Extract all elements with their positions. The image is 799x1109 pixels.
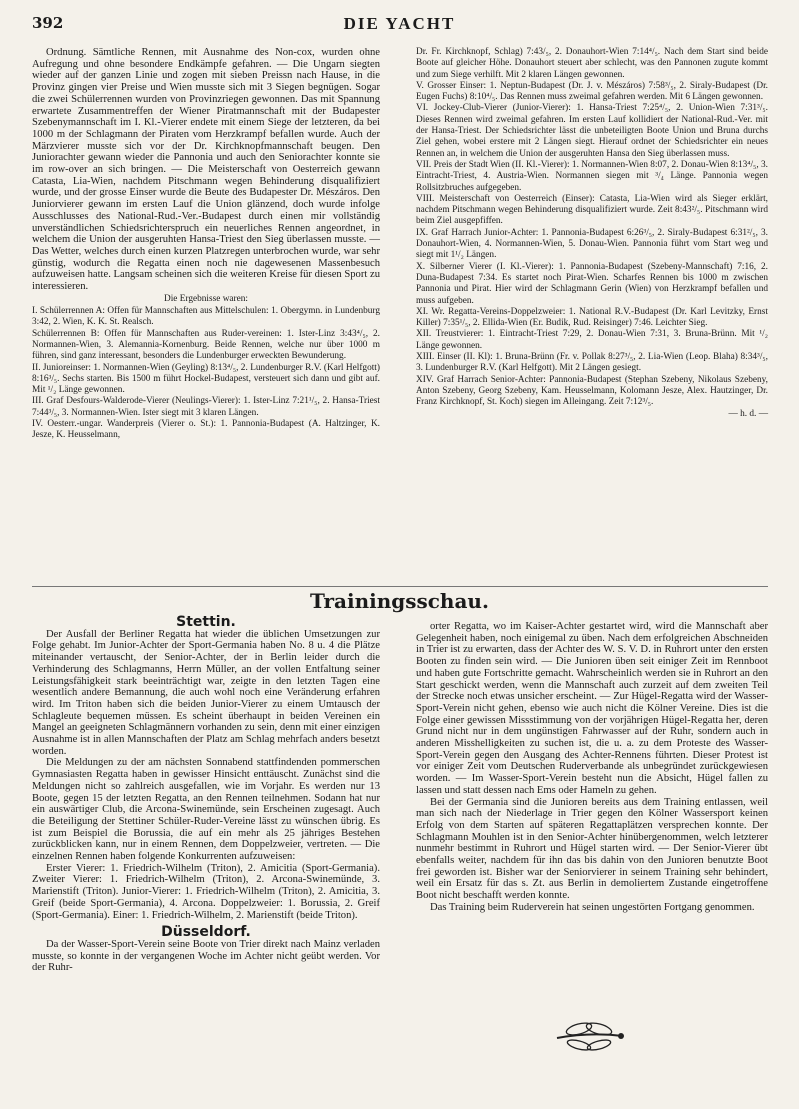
result-entry: IV. Oesterr.-ungar. Wanderpreis (Vierer o. St.): 1. Pannonia-Budapest (A. Haltzinger, K. Jesze, K. Heusselmann,	[32, 419, 380, 441]
result-entry: VIII. Meisterschaft von Oesterreich (Einser): Catasta, Lia-Wien wird als Sieger erklärt, nachdem Pitschmann wegen Behinderung disqualifiziert wurde. Zeit 8:43²/₅. Pitschmann wird beim Ziel ausgepfiffen.	[416, 193, 768, 227]
page-number: 392	[32, 14, 64, 32]
section-divider	[32, 586, 768, 587]
result-entry: XI. Wr. Regatta-Vereins-Doppelzweier: 1. National R.V.-Budapest (Dr. Karl Levitzky, Ernst Killer) 7:35¹/₅, 2. Ellida-Wien (Er. Budik, Rud. Reisinger) 7:46. Leichter Sieg.	[416, 306, 768, 329]
result-entry: I. Schülerrennen A: Offen für Mannschaften aus Mittelschulen: 1. Obergymn. in Lundenburg 3:42, 2. Wien, K. K. St. Realsch.	[32, 306, 380, 328]
result-entry: Schülerrennen B: Offen für Mannschaften aus Ruder-vereinen: 1. Ister-Linz 3:43⁴/₅, 2. Normannen-Wien, 3. Alemannia-Kornenburg. Beide Rennen, welche nur über 1000 m führen, sind ganz interessant, besonders die Lundenburger erweckten Bewunderung.	[32, 328, 380, 362]
result-entry: III. Graf Desfours-Walderode-Vierer (Neulings-Vierer): 1. Ister-Linz 7:21¹/₅, 2. Hansa-Triest 7:44³/₅, 3. Normannen-Wien. Ister siegt mit 3 klaren Längen.	[32, 396, 380, 418]
result-entry: XIV. Graf Harrach Senior-Achter: Pannonia-Budapest (Stephan Szebeny, Nikolaus Szebeny, Anton Szebeny, Georg Szebeny, Kam. Heusselmann, Kolomann Jesze, Alex. Hautzinger, Dr. Franz Kirchknopf, St. Koch) siegen im Alleingang. Zeit 7:12³/₅.	[416, 374, 768, 408]
result-entry: VI. Jockey-Club-Vierer (Junior-Vierer): 1. Hansa-Triest 7:25⁴/₅, 2. Union-Wien 7:31³/₅. Dieses Rennen wird zweimal gefahren. Im ersten Lauf kollidiert der National-Rud.-Ver. mit der Hansa-Triest. Der Schiedsrichter lässt die unbeteiligten Boote Union und Bruna durchs Ziel gehen, wobei erstere mit 2 Längen siegt. Hierauf ordnet der Schiedsrichter ein neues Rennen an, in welchem die Union der ausgeruhten Hansa den Sieg überlassen muss.	[416, 103, 768, 159]
paragraph: Bei der Germania sind die Junioren bereits aus dem Training entlassen, weil man sich nach der Niederlage in Trier gegen den Kölner Wassersport keinen Erfolg von dem Starten auf späteren Regattaplätzen versprechen konnte. Der Schlagmann Mouhlen ist in den Senior-Achter hinübergenommen, welch letzterer nunmehr bestimmt in Ruhrort und Hügel starten wird. — Der Senior-Vierer übt ebenfalls weiter, nachdem für ihn das bis dahin von den Junioren benutzte Boot frei geworden ist. Bisher war der Seniorvierer in seinem Training sehr behindert, weil ein Ersatz für das s. Zt. aus Berlin in demoliertem Zustande eingetroffene Boot nicht beschafft werden konnte.	[416, 796, 768, 902]
result-entry: XIII. Einser (II. Kl): 1. Bruna-Brünn (Fr. v. Pollak 8:27³/₅, 2. Lia-Wien (Leop. Blaha) 8:34³/₅, 3. Lundenburger R.V. (Karl Helfgott). Mit 2 Längen gesiegt.	[416, 352, 768, 374]
report-column-right	[416, 47, 768, 420]
author-signature: — h. d. —	[728, 408, 768, 419]
results-heading: Die Ergebnisse waren:	[164, 293, 248, 304]
subheading-duesseldorf: Düsseldorf.	[161, 924, 251, 941]
paragraph: Erster Vierer: 1. Friedrich-Wilhelm (Triton), 2. Amicitia (Sport-Germania). Zweiter Vierer: 1. Friedrich-Wilhelm (Triton), 2. Arcona-Swinemünde, 3. Marienstift (Triton). Junior-Vierer: 1. Friedrich-Wilhelm (Triton), 2. Amicitia, 3. Greif (beide Sport-Germania), 4. Arcona. Doppelzweier: 1. Borussia, 2. Greif (Sport-Germania). Einer: 1. Friedrich-Wilhelm, 2. Marienstift (beide Triton).	[32, 862, 380, 921]
result-entry: VII. Preis der Stadt Wien (II. Kl.-Vierer): 1. Normannen-Wien 8:07, 2. Donau-Wien 8:13⁴/₅, 3. Eintracht-Triest, 4. Austria-Wien. Normannen siegen mit ³/₄ Länge. Pannonia wegen Rollsitzbruches aufgegeben.	[416, 159, 768, 193]
section-title: Trainingsschau.	[310, 589, 489, 613]
paragraph: Der Ausfall der Berliner Regatta hat wieder die üblichen Umsetzungen zur Folge gehabt. Im Junior-Achter der Sport-Germania haben No. 8 u. 4 die Plätze miteinander vertauscht, der Senior-Achter, der in Berlin leider durch die Verhinderung des Schlagmanns, Herrn Müller, an der vollen Entfaltung seiner Leistungsfähigkeit stark beeinträchtigt war, zeigte in den letzten Tagen eine wesentlich andere Bemannung, die auch wohl noch eine Veränderung erfahren wird. Im Triton haben sich die beiden Junior-Vierer zu einem Umtausch der Schlagleute bequemen müssen. Es scheint überhaupt in beiden Vereinen ein Mangel an geeigneten Schlagmännern vorhanden zu sein, denn mit einer einzigen Ausnahme ist in allen Mannschaften der Platz am Schlag mehrfach anders besetzt worden.	[32, 628, 380, 757]
report-intro: Ordnung. Sämtliche Rennen, mit Ausnahme des Non-cox, wurden ohne Aufregung und ohne besondere Endkämpfe gefahren. — Die Ungarn siegten wieder auf der ganzen Linie und zogen mit sieben Preissn nach Hause, in die Provinz gingen vier Preise und Wien musste sich mit 3 Siegen begnügen. Sogar die zwei Schülerrennen wurden von Provinzriegen gewonnen. Das mit Spannung erwartete Zusammentreffen der Wiener Piratmannschaft mit der Budapester Szebenymannschaft im I. Kl.-Vierer endete mit einem Siege der letzteren, da bei 1000 m der Schlagmann der Piraten vom Herzkrampf befallen wurde. Auch der Märzvierer musste sich vor der Dr. Kirchknopfmannschaft beugen. Den Juniorachter gewann wieder die Pannonia und auch den Seniorachter konnte sie im row-over an sich bringen. — Die Meisterschaft von Oesterreich gewann Catasta, Lia-Wien, nachdem Pitschmann wegen Behinderung disqualifiziert wurde, und der grosse Einser wurde die Beute des Budapester Dr. Mészáros. Den Juniorvierer gewann im ersten Lauf die Union glänzend, doch wurde infolge Ausschlusses des National-Rud.-Ver.-Budapest durch einen mir vollständig unverständlichen Schiedsrichterspruch ein neuerliches Rennen angeordnet, in welchem die Union der ausgeruhten Hansa-Triest den Sieg überlassen musste. — Das Wetter, welches durch einen kurzen Platzregen unterbrochen wurde, war sehr günstig, wodurch die Regatta einen noch nie dagewesenen Massenbesuch aufzuweisen hatte. Langsam scheinen sich die weiteren Kreise für diesen Sport zu interessieren.	[32, 47, 380, 293]
result-entry: IX. Graf Harrach Junior-Achter: 1. Pannonia-Budapest 6:26³/₅, 2. Siraly-Budapest 6:31²/₅, 3. Donauhort-Wien, 4. Normannen-Wien, 5. Donau-Wien. Pannonia führt vom Start weg und siegt mit 1¹/₂ Längen.	[416, 227, 768, 261]
training-column-left	[32, 614, 380, 974]
report-column-left	[32, 47, 380, 442]
training-column-right	[416, 621, 768, 914]
paragraph: Die Meldungen zu der am nächsten Sonnabend stattfindenden pommerschen Gymnasiasten Regatta haben in gewisser Hinsicht enttäuscht. Zunächst sind die Meldungen nicht so zahlreich ausgefallen, wie im Vorjahr. Es werden nur 13 Boote, gegen 15 der letzten Regatta, an den Rennen teilnehmen. Sodann hat nur ein auswärtiger Club, die Arcona-Swinemünde, sein Erscheinen zugesagt. Auch die Beteiligung der Stettiner Schüler-Ruder-Vereine lässt zu wünschen übrig. Es ist zum Beispiel die Borussia, die auf ein mehr als 25 jähriges Bestehen zurückblicken kann, nur in einem Rennen, dem Doppelzweier, vertreten. — Die einzelnen Rennen haben folgende Konkurrenten aufzuweisen:	[32, 757, 380, 863]
dragonfly-ornament-icon	[555, 1020, 625, 1054]
paragraph: Da der Wasser-Sport-Verein seine Boote von Trier direkt nach Mainz verladen musste, so konnte in der vergangenen Woche im Achter nicht geübt werden. Vor der Ruhr-	[32, 938, 380, 974]
result-entry: X. Silberner Vierer (I. Kl.-Vierer): 1. Pannonia-Budapest (Szebeny-Mannschaft) 7:16, 2. Duna-Budapest 7:34. Es startet noch Pirat-Wien. Scharfes Rennen bis 1000 m zwischen Pannonia und Pirat. Hier wird der Schlagmann Gerin (Wien) von Herzkrampf befallen und muss aufgeben.	[416, 261, 768, 306]
subheading-stettin: Stettin.	[176, 614, 236, 630]
result-entry: II. Junioreinser: 1. Normannen-Wien (Geyling) 8:13⁴/₅, 2. Lundenburger R.V. (Karl Helfgott) 8:16³/₅. Sechs starten. Bis 1500 m führt Hockel-Budapest, versteuert sich dann und gibt auf. Mit ¹/₂ Länge gewonnen.	[32, 362, 380, 396]
result-entry: V. Grosser Einser: 1. Neptun-Budapest (Dr. J. v. Mészáros) 7:58³/₅, 2. Siraly-Budapest (Dr. Eugen Fuchs) 8:10⁴/₅. Das Rennen muss zweimal gefahren werden. Mit 6 Längen gewonnen.	[416, 80, 768, 103]
paragraph: orter Regatta, wo im Kaiser-Achter gestartet wird, wird die Mannschaft aber Gelegenheit haben, noch einigemal zu üben. Nach dem erfolgreichen Abschneiden in Trier ist zu erwarten, dass der Achter des W. S. V. D. in Ruhrort unter den ersten Booten zu finden sein wird. — Die Junioren üben seit einiger Zeit im Rennboot und haben gute Fortschritte gemacht. Wahrscheinlich werden sie in Ruhrort an den Start geschickt werden, wenn die Mannschaft auch zurzeit auf dem zweiten Teil der Strecke noch etwas unsicher erscheint. — Zur Hügel-Regatta wird der Wasser-Sport-Verein nicht gehen, ebenso wie auch nicht die Kölner Vereine. Dies ist die Folge einer gewissen Missstimmung von der vorjährigen Hügel-Regatta her, deren Grund nicht nur in dem ungünstigen Fahrwasser auf der Ruhr, sondern auch in anderen Misshelligkeiten zu suchen ist, die u. a. zu dem Proteste des Wasser-Sport-Verein gegen den Ausgang des Achter-Rennens führten. Dieser Protest ist vor einiger Zeit vom Deutschen Ruderverbande als unbegründet zurückgewiesen worden. — Im Wasser-Sport-Verein besteht nun die Absicht, Hügel fallen zu lassen und statt dessen nach Ems oder Hameln zu gehen.	[416, 621, 768, 796]
result-entry: XII. Treustvierer: 1. Eintracht-Triest 7:29, 2. Donau-Wien 7:31, 3. Bruna-Brünn. Mit ¹/₂ Länge gewonnen.	[416, 329, 768, 351]
result-entry: Dr. Fr. Kirchknopf, Schlag) 7:43/₅, 2. Donauhort-Wien 7:14⁴/₅. Nach dem Start sind beide Boote auf gleicher Höhe. Donauhort steuert aber schlecht, was den Pannonen zugute kommt und zum Siege verhilft. Mit 2 klaren Längen gewonnen.	[416, 47, 768, 80]
running-head: DIE YACHT	[343, 14, 456, 33]
paragraph: Das Training beim Ruderverein hat seinen ungestörten Fortgang genommen.	[430, 901, 755, 913]
